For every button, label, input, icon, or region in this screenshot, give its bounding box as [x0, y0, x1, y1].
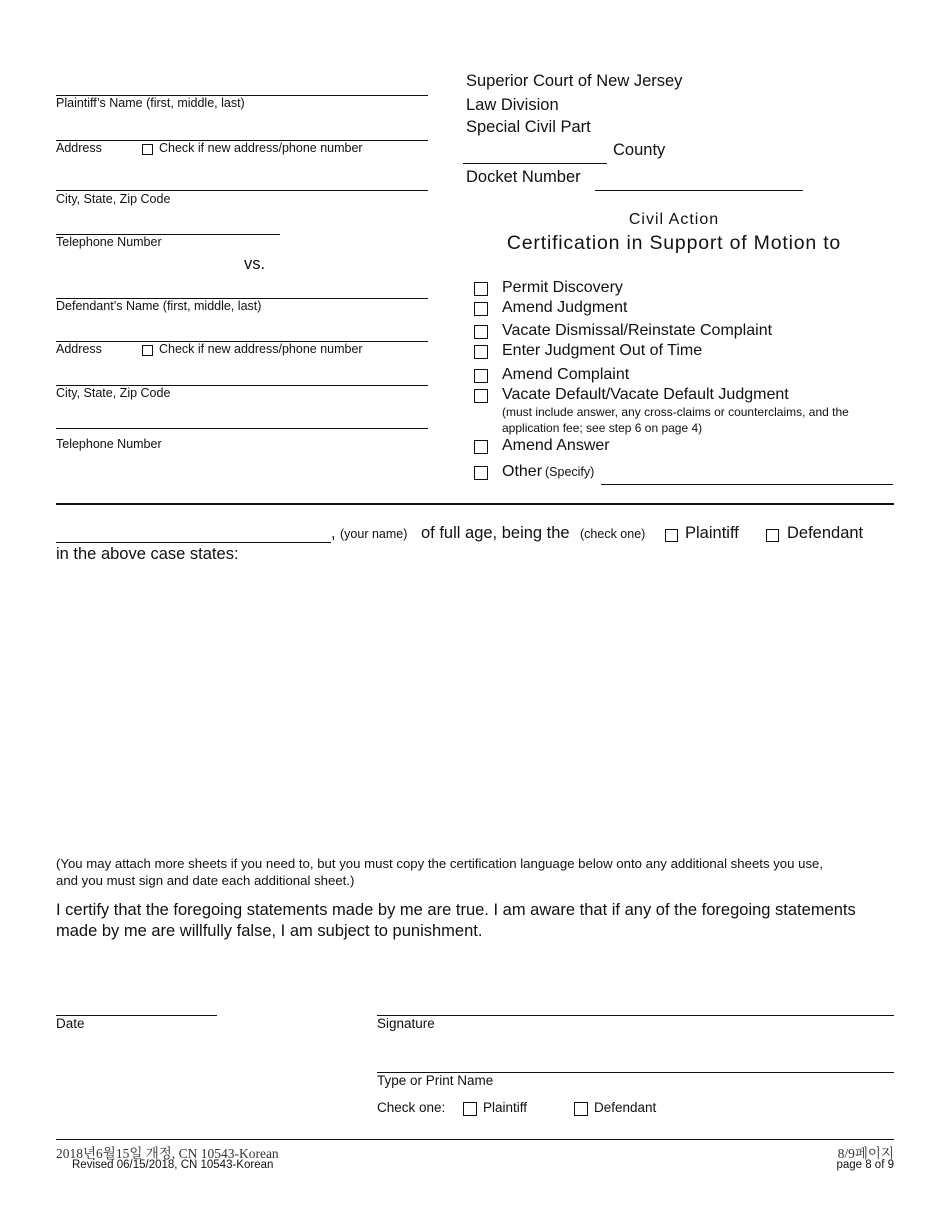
your-name-line[interactable] [56, 542, 331, 543]
defendant-name-label: Defendant’s Name (first, middle, last) [56, 299, 262, 313]
print-name-label: Type or Print Name [377, 1073, 494, 1088]
statement-area[interactable] [56, 570, 894, 850]
signature-defendant-checkbox[interactable] [574, 1102, 588, 1116]
motion-label: Vacate Default/Vacate Default Judgment [502, 386, 789, 403]
motion-enter-judgment[interactable] [474, 342, 894, 362]
motion-checkbox[interactable] [474, 325, 488, 339]
vs-label: vs. [244, 255, 266, 273]
other-specify-line[interactable] [601, 484, 893, 485]
footer-korean-revised: 2018년6월15일 개정, CN 10543-Korean [56, 1146, 279, 1161]
court-division: Law Division [466, 96, 559, 114]
motion-checkbox[interactable] [474, 302, 488, 316]
motion-amend-judgment[interactable] [474, 299, 894, 319]
motion-vacate-dismissal[interactable] [474, 322, 894, 342]
docket-number-line[interactable] [595, 190, 803, 191]
motion-checkbox[interactable] [474, 282, 488, 296]
motion-other[interactable] [474, 463, 894, 483]
attach-note-line2: and you must sign and date each additional sheet.) [56, 873, 355, 888]
signature-plaintiff-checkbox[interactable] [463, 1102, 477, 1116]
court-name: Superior Court of New Jersey [466, 72, 683, 90]
footer-revised: Revised 06/15/2018, CN 10543-Korean [72, 1159, 274, 1171]
motion-vacate-default[interactable] [474, 386, 894, 406]
motion-amend-answer[interactable] [474, 437, 894, 457]
other-specify-label: (Specify) [545, 465, 595, 479]
defendant-new-address-label: Check if new address/phone number [159, 342, 363, 356]
plaintiff-name-label: Plaintiff’s Name (first, middle, last) [56, 96, 245, 110]
plaintiff-phone-label: Telephone Number [56, 235, 162, 249]
check-one-label: (check one) [580, 527, 646, 541]
comma: , [331, 524, 336, 542]
motion-label: Amend Complaint [502, 366, 630, 383]
motion-label: Vacate Dismissal/Reinstate Complaint [502, 322, 773, 339]
defendant-phone-label: Telephone Number [56, 437, 162, 451]
signature-line[interactable] [377, 1015, 894, 1016]
defendant-new-address-checkbox[interactable] [142, 345, 153, 356]
motion-checkbox[interactable] [474, 345, 488, 359]
check-one-signature-label: Check one: [377, 1100, 446, 1115]
motion-label: Enter Judgment Out of Time [502, 342, 703, 359]
defendant-address-label: Address [56, 342, 102, 356]
section-divider [56, 503, 894, 505]
footer-page: page 8 of 9 [836, 1159, 894, 1171]
certify-line2: made by me are willfully false, I am subject to punishment. [56, 922, 483, 940]
motion-label: Amend Judgment [502, 299, 628, 316]
docket-label: Docket Number [466, 168, 581, 186]
plaintiff-city-line[interactable] [56, 190, 428, 191]
signature-plaintiff-label: Plaintiff [483, 1100, 528, 1115]
footer-divider [56, 1139, 894, 1140]
county-label: County [613, 141, 666, 159]
statement-defendant-label: Defendant [787, 524, 864, 542]
defendant-city-label: City, State, Zip Code [56, 386, 171, 400]
statement-plaintiff-label: Plaintiff [685, 524, 739, 542]
footer-korean-page: 8/9페이지 [837, 1146, 894, 1161]
motion-title: Certification in Support of Motion to [506, 232, 842, 254]
motion-label: Other [502, 463, 543, 480]
signature-defendant-label: Defendant [594, 1100, 657, 1115]
motion-checkbox[interactable] [474, 466, 488, 480]
motion-checkbox[interactable] [474, 389, 488, 403]
date-label: Date [56, 1016, 85, 1031]
county-line[interactable] [463, 163, 607, 164]
motion-amend-complaint[interactable] [474, 366, 894, 386]
motion-label: Amend Answer [502, 437, 610, 454]
defendant-phone-line[interactable] [56, 428, 428, 429]
your-name-label: (your name) [340, 527, 408, 541]
motion-checkbox[interactable] [474, 369, 488, 383]
plaintiff-city-label: City, State, Zip Code [56, 192, 171, 206]
plaintiff-new-address-checkbox[interactable] [142, 144, 153, 155]
civil-action-label: Civil Action [628, 211, 720, 228]
vacate-note-line1: (must include answer, any cross-claims or counterclaims, and the [502, 405, 849, 419]
plaintiff-address-label: Address [56, 141, 102, 155]
motion-permit-discovery[interactable] [474, 279, 894, 299]
plaintiff-new-address-label: Check if new address/phone number [159, 141, 363, 155]
statement-defendant-checkbox[interactable] [766, 529, 779, 542]
court-part: Special Civil Part [466, 118, 591, 136]
attach-note-line1: (You may attach more sheets if you need to, but you must copy the certification language below onto any additional sheets you use, [56, 856, 824, 871]
motion-label: Permit Discovery [502, 279, 623, 296]
case-states-text: in the above case states: [56, 545, 239, 563]
full-age-text: of full age, being the [421, 524, 570, 542]
signature-label: Signature [377, 1016, 435, 1031]
motion-checkbox[interactable] [474, 440, 488, 454]
vacate-note-line2: application fee; see step 6 on page 4) [502, 421, 703, 435]
certify-line1: I certify that the foregoing statements made by me are true. I am aware that if any of the foregoing statements [56, 901, 856, 919]
statement-plaintiff-checkbox[interactable] [665, 529, 678, 542]
